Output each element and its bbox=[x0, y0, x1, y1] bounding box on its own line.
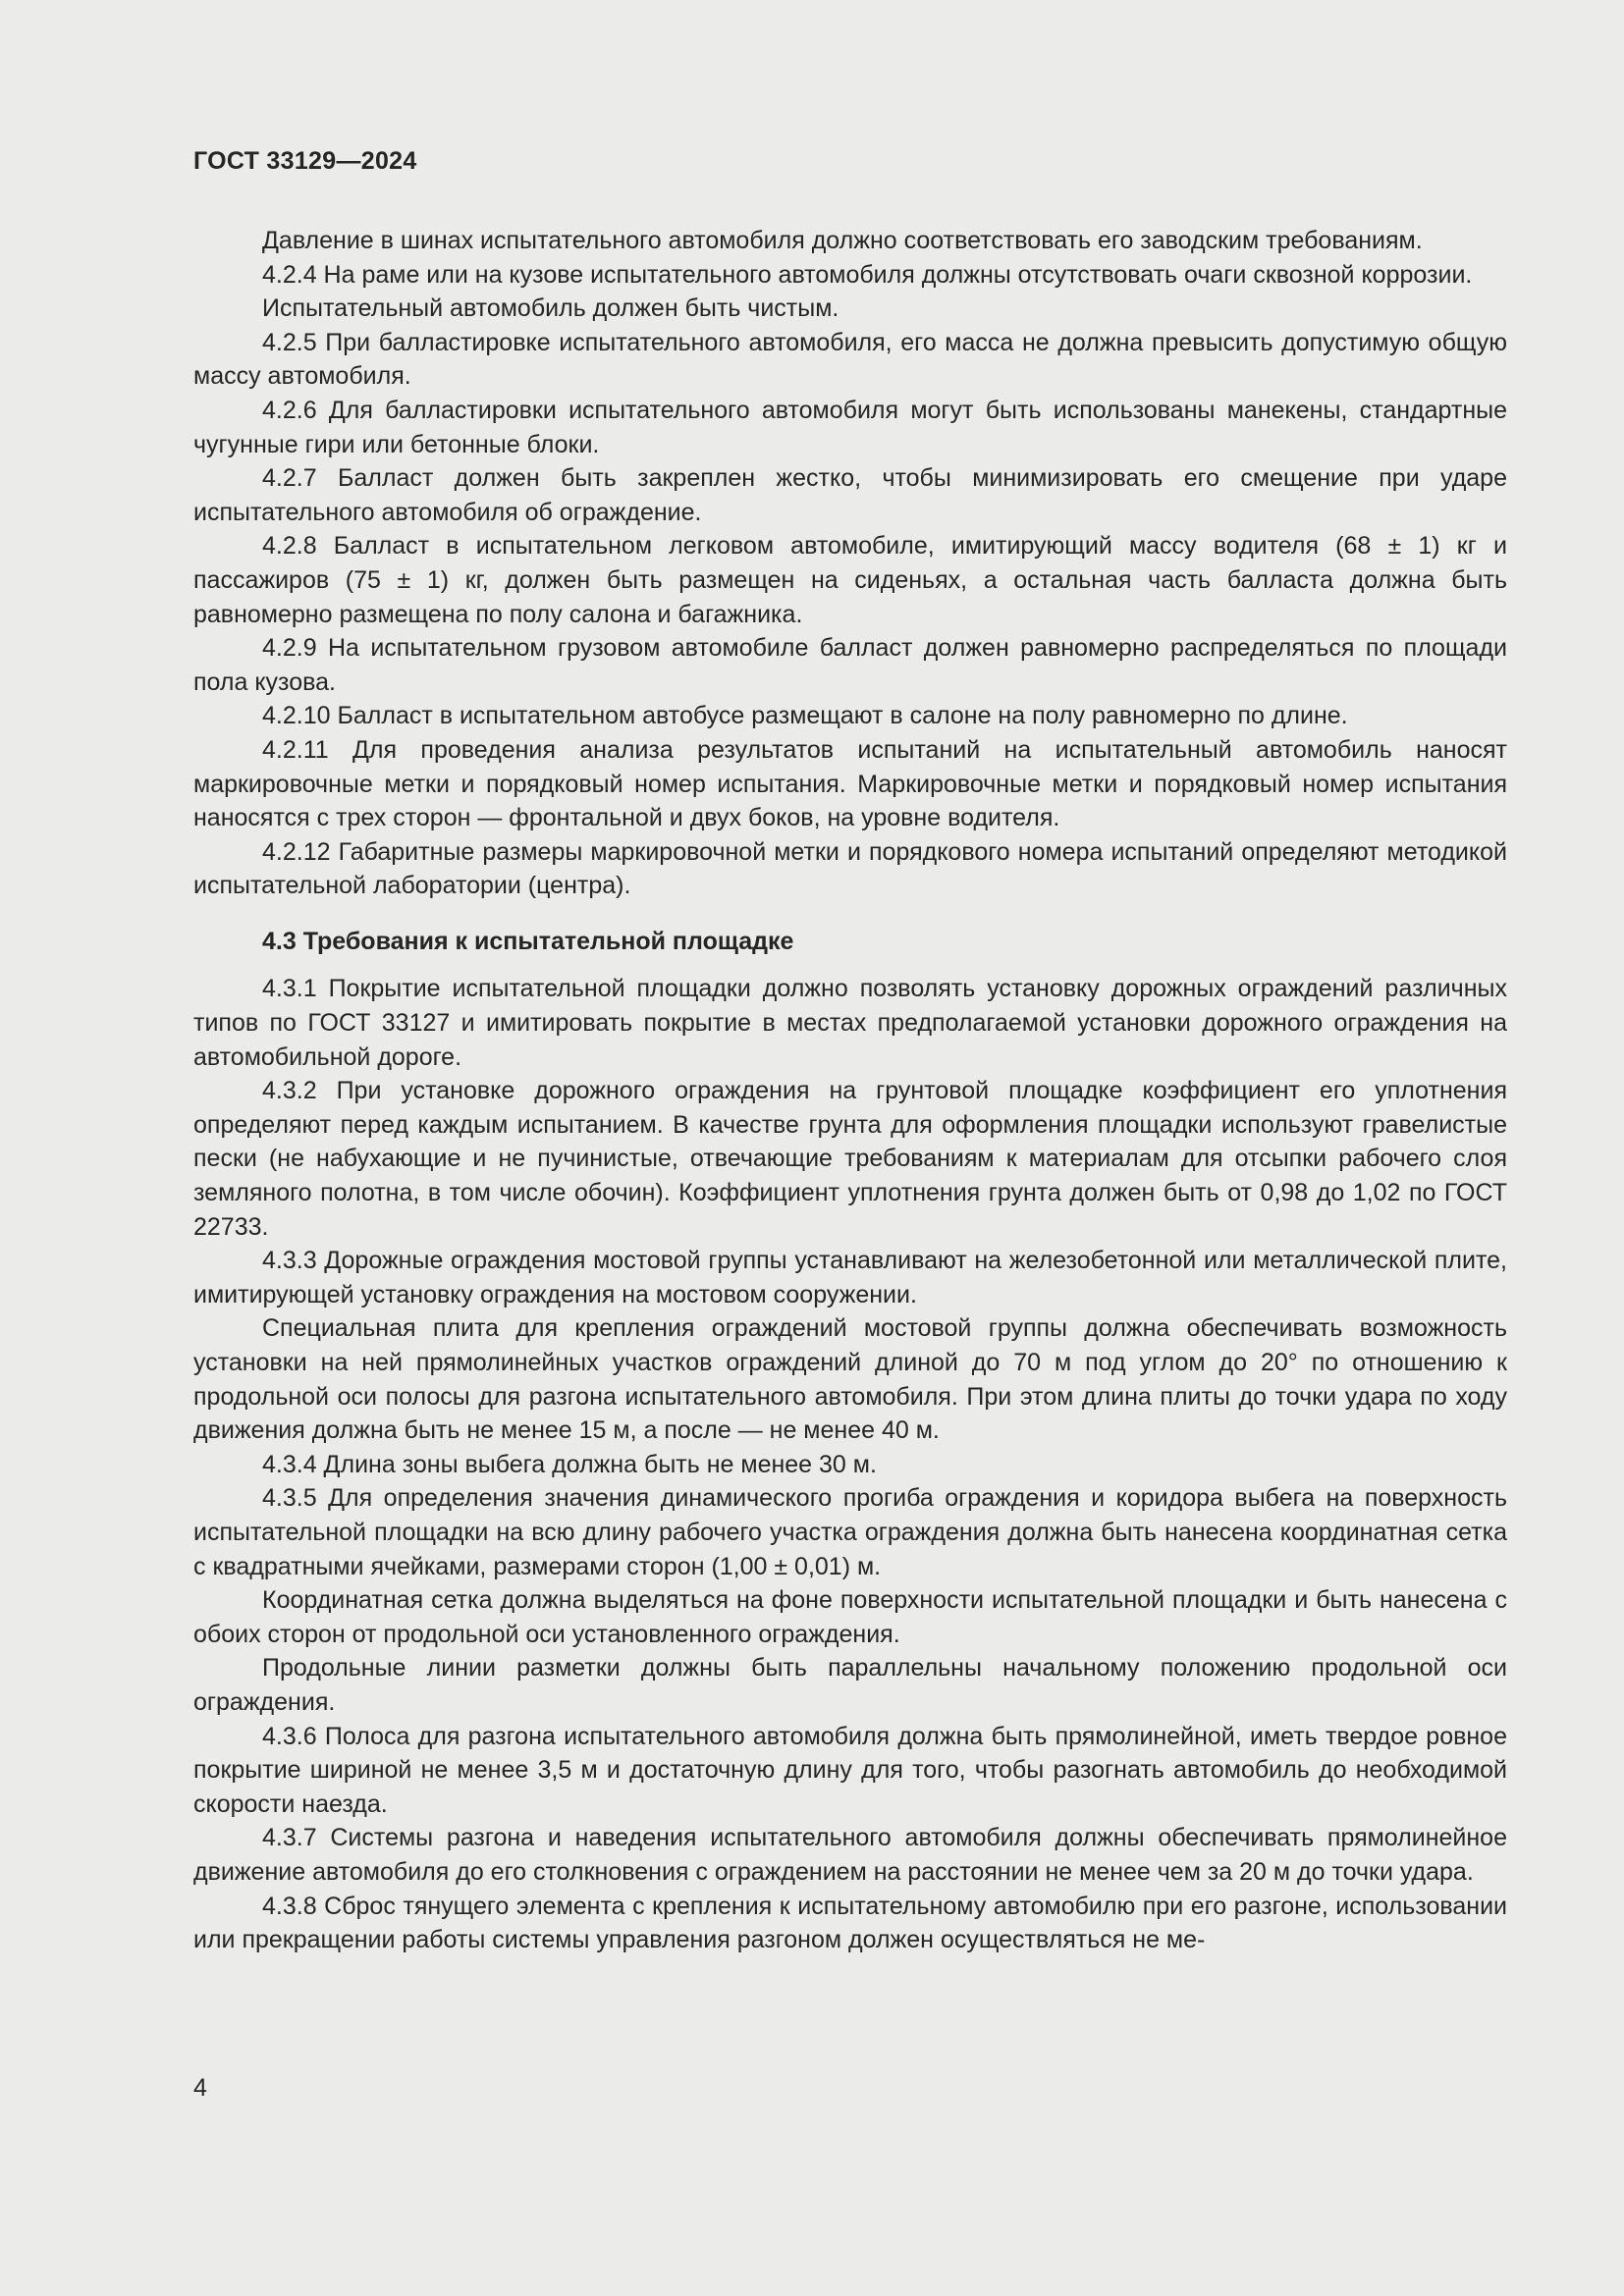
paragraph: 4.3.4 Длина зоны выбега должна быть не менее 30 м. bbox=[262, 1450, 877, 1478]
paragraph: 4.3.6 Полоса для разгона испытательного автомобиля должна быть прямолинейной, иметь твердое ровное покрытие шириной не менее 3,5 м и достаточную длину для того, чтобы разогнать автомобиль до необходимой скорости наезда. bbox=[193, 1722, 1507, 1818]
paragraph: 4.2.7 Балласт должен быть закреплен жестко, чтобы минимизировать его смещение при ударе испытательного автомобиля об ограждение. bbox=[193, 464, 1507, 526]
document-body bbox=[193, 224, 1507, 1957]
paragraph: 4.3.2 При установке дорожного ограждения на грунтовой площадке коэффициент его уплотнения определяют перед каждым испытанием. В качестве грунта для оформления площадки используют гравелистые пески (не набухающие и не пучинистые, отвечающие требованиям к материалам для отсыпки рабочего слоя земляного полотна, в том числе обочин). Коэффициент уплотнения грунта должен быть от 0,98 до 1,02 по ГОСТ 22733. bbox=[193, 1077, 1507, 1241]
paragraph: 4.3.3 Дорожные ограждения мостовой группы устанавливают на железобетонной или металлической плите, имитирующей установку ограждения на мостовом сооружении. bbox=[193, 1247, 1507, 1308]
paragraph: 4.2.5 При балластировке испытательного автомобиля, его масса не должна превысить допустимую общую массу автомобиля. bbox=[193, 328, 1507, 391]
paragraph: Испытательный автомобиль должен быть чистым. bbox=[262, 294, 839, 323]
paragraph: 4.2.12 Габаритные размеры маркировочной метки и порядкового номера испытаний определяют методикой испытательной лаборатории (центра). bbox=[193, 837, 1507, 900]
paragraph: Координатная сетка должна выделяться на фоне поверхности испытательной площадки и быть нанесена с обоих сторон от продольной оси установленного ограждения. bbox=[193, 1586, 1507, 1648]
paragraph: 4.2.8 Балласт в испытательном легковом автомобиле, имитирующий массу водителя (68 ± 1) кг и пассажиров (75 ± 1) кг, должен быть размещен на сиденьях, а остальная часть балласта должна быть равномерно размещена по полу салона и багажника. bbox=[193, 532, 1507, 628]
paragraph: 4.2.6 Для балластировки испытательного автомобиля могут быть использованы манекены, стандартные чугунные гири или бетонные блоки. bbox=[193, 396, 1507, 458]
paragraph: Давление в шинах испытательного автомобиля должно соответствовать его заводским требованиям. bbox=[262, 227, 1423, 254]
paragraph: 4.3.5 Для определения значения динамического прогиба ограждения и коридора выбега на поверхность испытательной площадки на всю длину рабочего участка ограждения должна быть нанесена координатная сетка с квадратными ячейками, размерами сторон (1,00 ± 0,01) м. bbox=[193, 1484, 1507, 1580]
paragraph: 4.2.9 На испытательном грузовом автомобиле балласт должен равномерно распределяться по площади пола кузова. bbox=[193, 634, 1507, 696]
paragraph: 4.3.8 Сброс тянущего элемента с крепления к испытательному автомобилю при его разгоне, использовании или прекращении работы системы управления разгоном должен осуществляться не ме- bbox=[193, 1892, 1507, 1954]
page-number: 4 bbox=[193, 2074, 207, 2102]
paragraph: 4.2.10 Балласт в испытательном автобусе размещают в салоне на полу равномерно по длине. bbox=[262, 702, 1348, 730]
paragraph: 4.3.1 Покрытие испытательной площадки должно позволять установку дорожных ограждений различных типов по ГОСТ 33127 и имитировать покрытие в местах предполагаемой установки дорожного ограждения на автомобильной дороге. bbox=[193, 975, 1507, 1071]
section-heading: 4.3 Требования к испытательной площадке bbox=[262, 927, 794, 955]
paragraph: Специальная плита для крепления ограждений мостовой группы должна обеспечивать возможность установки на ней прямолинейных участков ограждений длиной до 70 м под углом до 20° по отношению к продольной оси полосы для разгона испытательного автомобиля. При этом длина плиты до точки удара по ходу движения должна быть не менее 15 м, а после — не менее 40 м. bbox=[193, 1314, 1507, 1445]
paragraph: 4.2.11 Для проведения анализа результатов испытаний на испытательный автомобиль наносят маркировочные метки и порядковый номер испытания. Маркировочные метки и порядковый номер испытания наносятся с трех сторон — фронтальной и двух боков, на уровне водителя. bbox=[193, 735, 1507, 832]
paragraph: Продольные линии разметки должны быть параллельны начальному положению продольной оси ограждения. bbox=[193, 1654, 1507, 1716]
document-header: ГОСТ 33129—2024 bbox=[193, 147, 417, 175]
paragraph: 4.2.4 На раме или на кузове испытательного автомобиля должны отсутствовать очаги сквозной коррозии. bbox=[262, 260, 1473, 289]
paragraph: 4.3.7 Системы разгона и наведения испытательного автомобиля должны обеспечивать прямолинейное движение автомобиля до его столкновения с ограждением на расстоянии не менее чем за 20 м до точки удара. bbox=[193, 1824, 1507, 1886]
